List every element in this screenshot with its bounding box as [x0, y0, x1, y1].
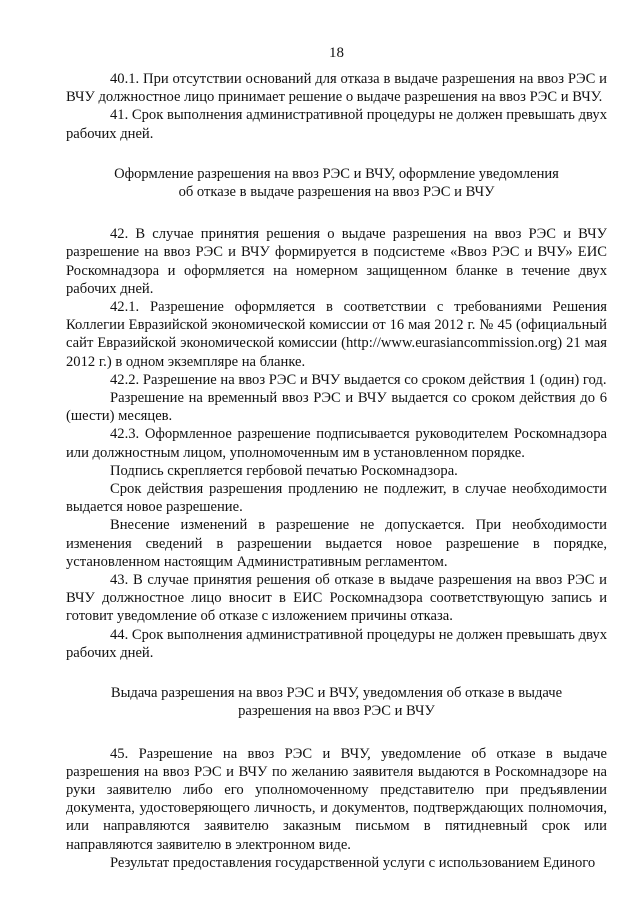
section-heading-issuance: Оформление разрешения на ввоз РЭС и ВЧУ, оформление уведомления об отказе в выдаче разрешения на ввоз РЭС и ВЧУ — [114, 165, 559, 201]
section-heading-delivery: Выдача разрешения на ввоз РЭС и ВЧУ, уведомления об отказе в выдаче разрешения на ввоз РЭС и ВЧУ — [110, 685, 563, 720]
paragraph-seal: Подпись скрепляется гербовой печатью Роскомнадзора. — [110, 462, 458, 479]
paragraph-42: 42. В случае принятия решения о выдаче разрешения на ввоз РЭС и ВЧУ разрешение на ввоз РЭС и ВЧУ формируется в подсистеме «Ввоз РЭС и ВЧУ» ЕИС Роскомнадзора и оформляется на номерном защищенном бланке в течение двух рабочих дней. — [66, 226, 607, 297]
paragraph-40-1: 40.1. При отсутствии оснований для отказа в выдаче разрешения на ввоз РЭС и ВЧУ должностное лицо принимает решение о выдаче разрешения на ввоз РЭС и ВЧУ. — [66, 71, 607, 106]
paragraph-amendments: Внесение изменений в разрешение не допускается. При необходимости изменения сведений в разрешении выдается новое разрешение в порядке, установленном настоящим Административным регламентом. — [66, 517, 607, 570]
paragraph-temporary-import: Разрешение на временный ввоз РЭС и ВЧУ выдается со сроком действия до 6 (шести) месяцев. — [66, 390, 607, 425]
paragraph-41: 41. Срок выполнения административной процедуры не должен превышать двух рабочих дней. — [66, 107, 608, 142]
paragraph-42-2: 42.2. Разрешение на ввоз РЭС и ВЧУ выдается со сроком действия 1 (один) год. — [110, 371, 607, 388]
paragraph-43: 43. В случае принятия решения об отказе в выдаче разрешения на ввоз РЭС и ВЧУ должностное лицо вносит в ЕИС Роскомнадзора соответствующую запись и готовит уведомление об отказе с изложением причины отказа. — [66, 572, 607, 625]
paragraph-44: 44. Срок выполнения административной процедуры не должен превышать двух рабочих дней. — [66, 626, 608, 661]
paragraph-45: 45. Разрешение на ввоз РЭС и ВЧУ, уведомление об отказе в выдаче разрешения на ввоз РЭС и ВЧУ по желанию заявителя выдаются в Роскомнадзоре на руки заявителю либо его уполномоченному представителю при предъявлении документа, удостоверяющего личность, и документов, подтверждающих полномочия, или направляются заявителю заказным письмом в пятидневный срок или направляются заявителю в электронном виде. — [66, 745, 607, 853]
paragraph-42-3: 42.3. Оформленное разрешение подписывается руководителем Роскомнадзора или должностным лицом, уполномоченным им в установленном порядке. — [66, 426, 607, 461]
paragraph-validity: Срок действия разрешения продлению не подлежит, в случае необходимости выдается новое разрешение. — [66, 481, 607, 516]
page-number: 18 — [329, 45, 344, 61]
paragraph-result: Результат предоставления государственной услуги с использованием Единого — [110, 854, 596, 871]
paragraph-42-1: 42.1. Разрешение оформляется в соответствии с требованиями Решения Коллегии Евразийской экономической комиссии от 16 мая 2012 г. № 45 (официальный сайт Евразийской экономической комиссии (http://www.eurasiancommission.org) 21 мая 2012 г.) в одном экземпляре на бланке. — [66, 299, 607, 370]
